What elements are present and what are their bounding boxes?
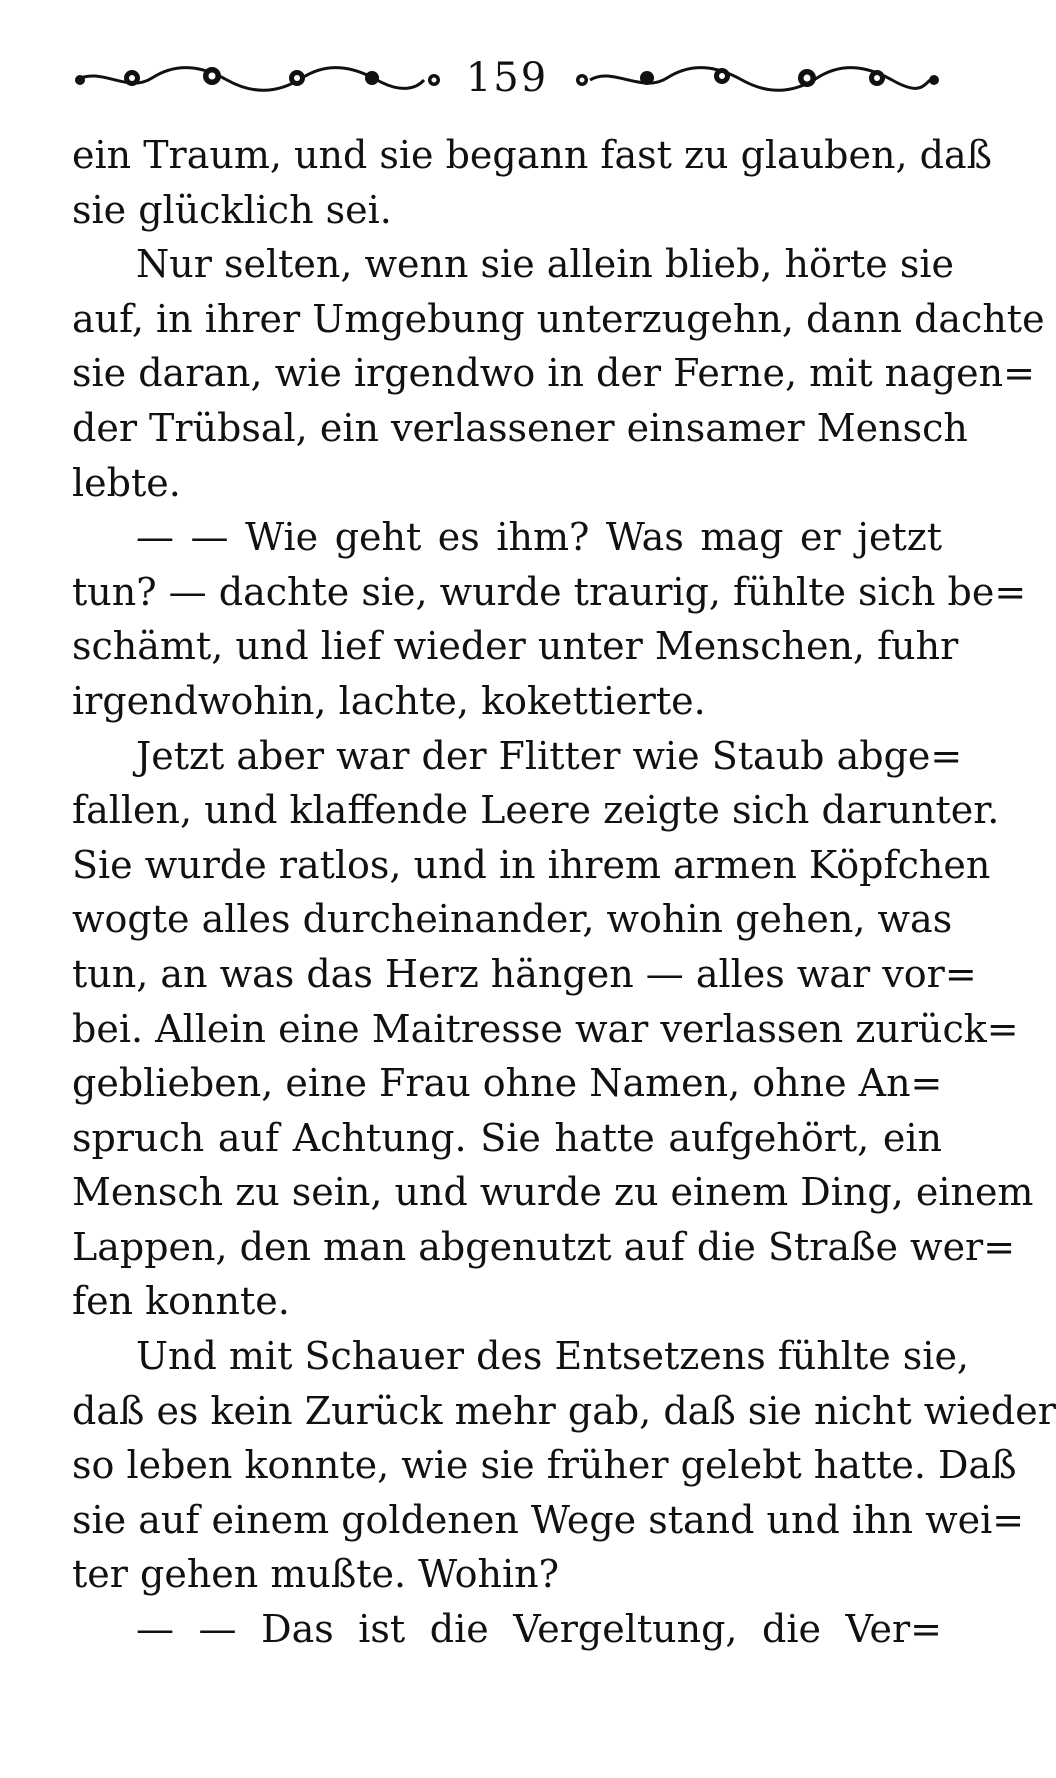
left-ornament-icon [72, 58, 442, 98]
text-line: ein Traum, und sie begann fast zu glauben, daß [72, 133, 992, 177]
text-line: Und mit Schauer des Entsetzens fühlte sie, [136, 1334, 970, 1379]
text-line: spruch auf Achtung. Sie hatte aufgehört, ein [72, 1115, 942, 1160]
text-line: sie auf einem goldenen Wege stand und ihn wei= [72, 1497, 1025, 1542]
text-line: fen konnte. [72, 1279, 290, 1324]
page-header [72, 38, 942, 118]
text-line: tun? — dachte sie, wurde traurig, fühlte sich be= [72, 569, 1027, 614]
text-line: ter gehen mußte. Wohin? [72, 1552, 559, 1597]
text-line: tun, an was das Herz hängen — alles war vor= [72, 951, 977, 996]
text-line: sie glücklich sei. [72, 187, 392, 232]
body-text [72, 128, 1056, 1657]
text-line: schämt, und lief wieder unter Menschen, fuhr [72, 624, 959, 669]
text-line: irgendwohin, lachte, kokettierte. [72, 678, 706, 723]
text-line: daß es kein Zurück mehr gab, daß sie nicht wieder [72, 1388, 1056, 1433]
text-line: bei. Allein eine Maitresse war verlassen zurück= [72, 1006, 1019, 1051]
text-line: wogte alles durcheinander, wohin gehen, was [72, 897, 953, 942]
text-line: Jetzt aber war der Flitter wie Staub abge= [136, 733, 963, 778]
text-line: Nur selten, wenn sie allein blieb, hörte sie [136, 242, 955, 287]
text-line: Sie wurde ratlos, und in ihrem armen Köpfchen [72, 842, 991, 887]
text-line: lebte. [72, 460, 181, 505]
right-ornament-icon [572, 58, 942, 98]
text-line: Mensch zu sein, und wurde zu einem Ding, einem [72, 1170, 1034, 1215]
text-line: fallen, und klaffende Leere zeigte sich darunter. [72, 788, 1000, 833]
text-line: geblieben, eine Frau ohne Namen, ohne An= [72, 1061, 943, 1106]
text-line: sie daran, wie irgendwo in der Ferne, mit nagen= [72, 351, 1035, 396]
text-line: der Trübsal, ein verlassener einsamer Mensch [72, 405, 968, 450]
page-number: 159 [465, 55, 549, 101]
text-line: Lappen, den man abgenutzt auf die Straße wer= [72, 1224, 1016, 1269]
text-line: — — Wie geht es ihm? Was mag er jetzt [136, 515, 942, 560]
text-line: so leben konnte, wie sie früher gelebt hatte. Daß [72, 1443, 1017, 1488]
text-line: — — Das ist die Vergeltung, die Ver= [136, 1607, 942, 1652]
text-line: auf, in ihrer Umgebung unterzugehn, dann dachte [72, 296, 1045, 341]
